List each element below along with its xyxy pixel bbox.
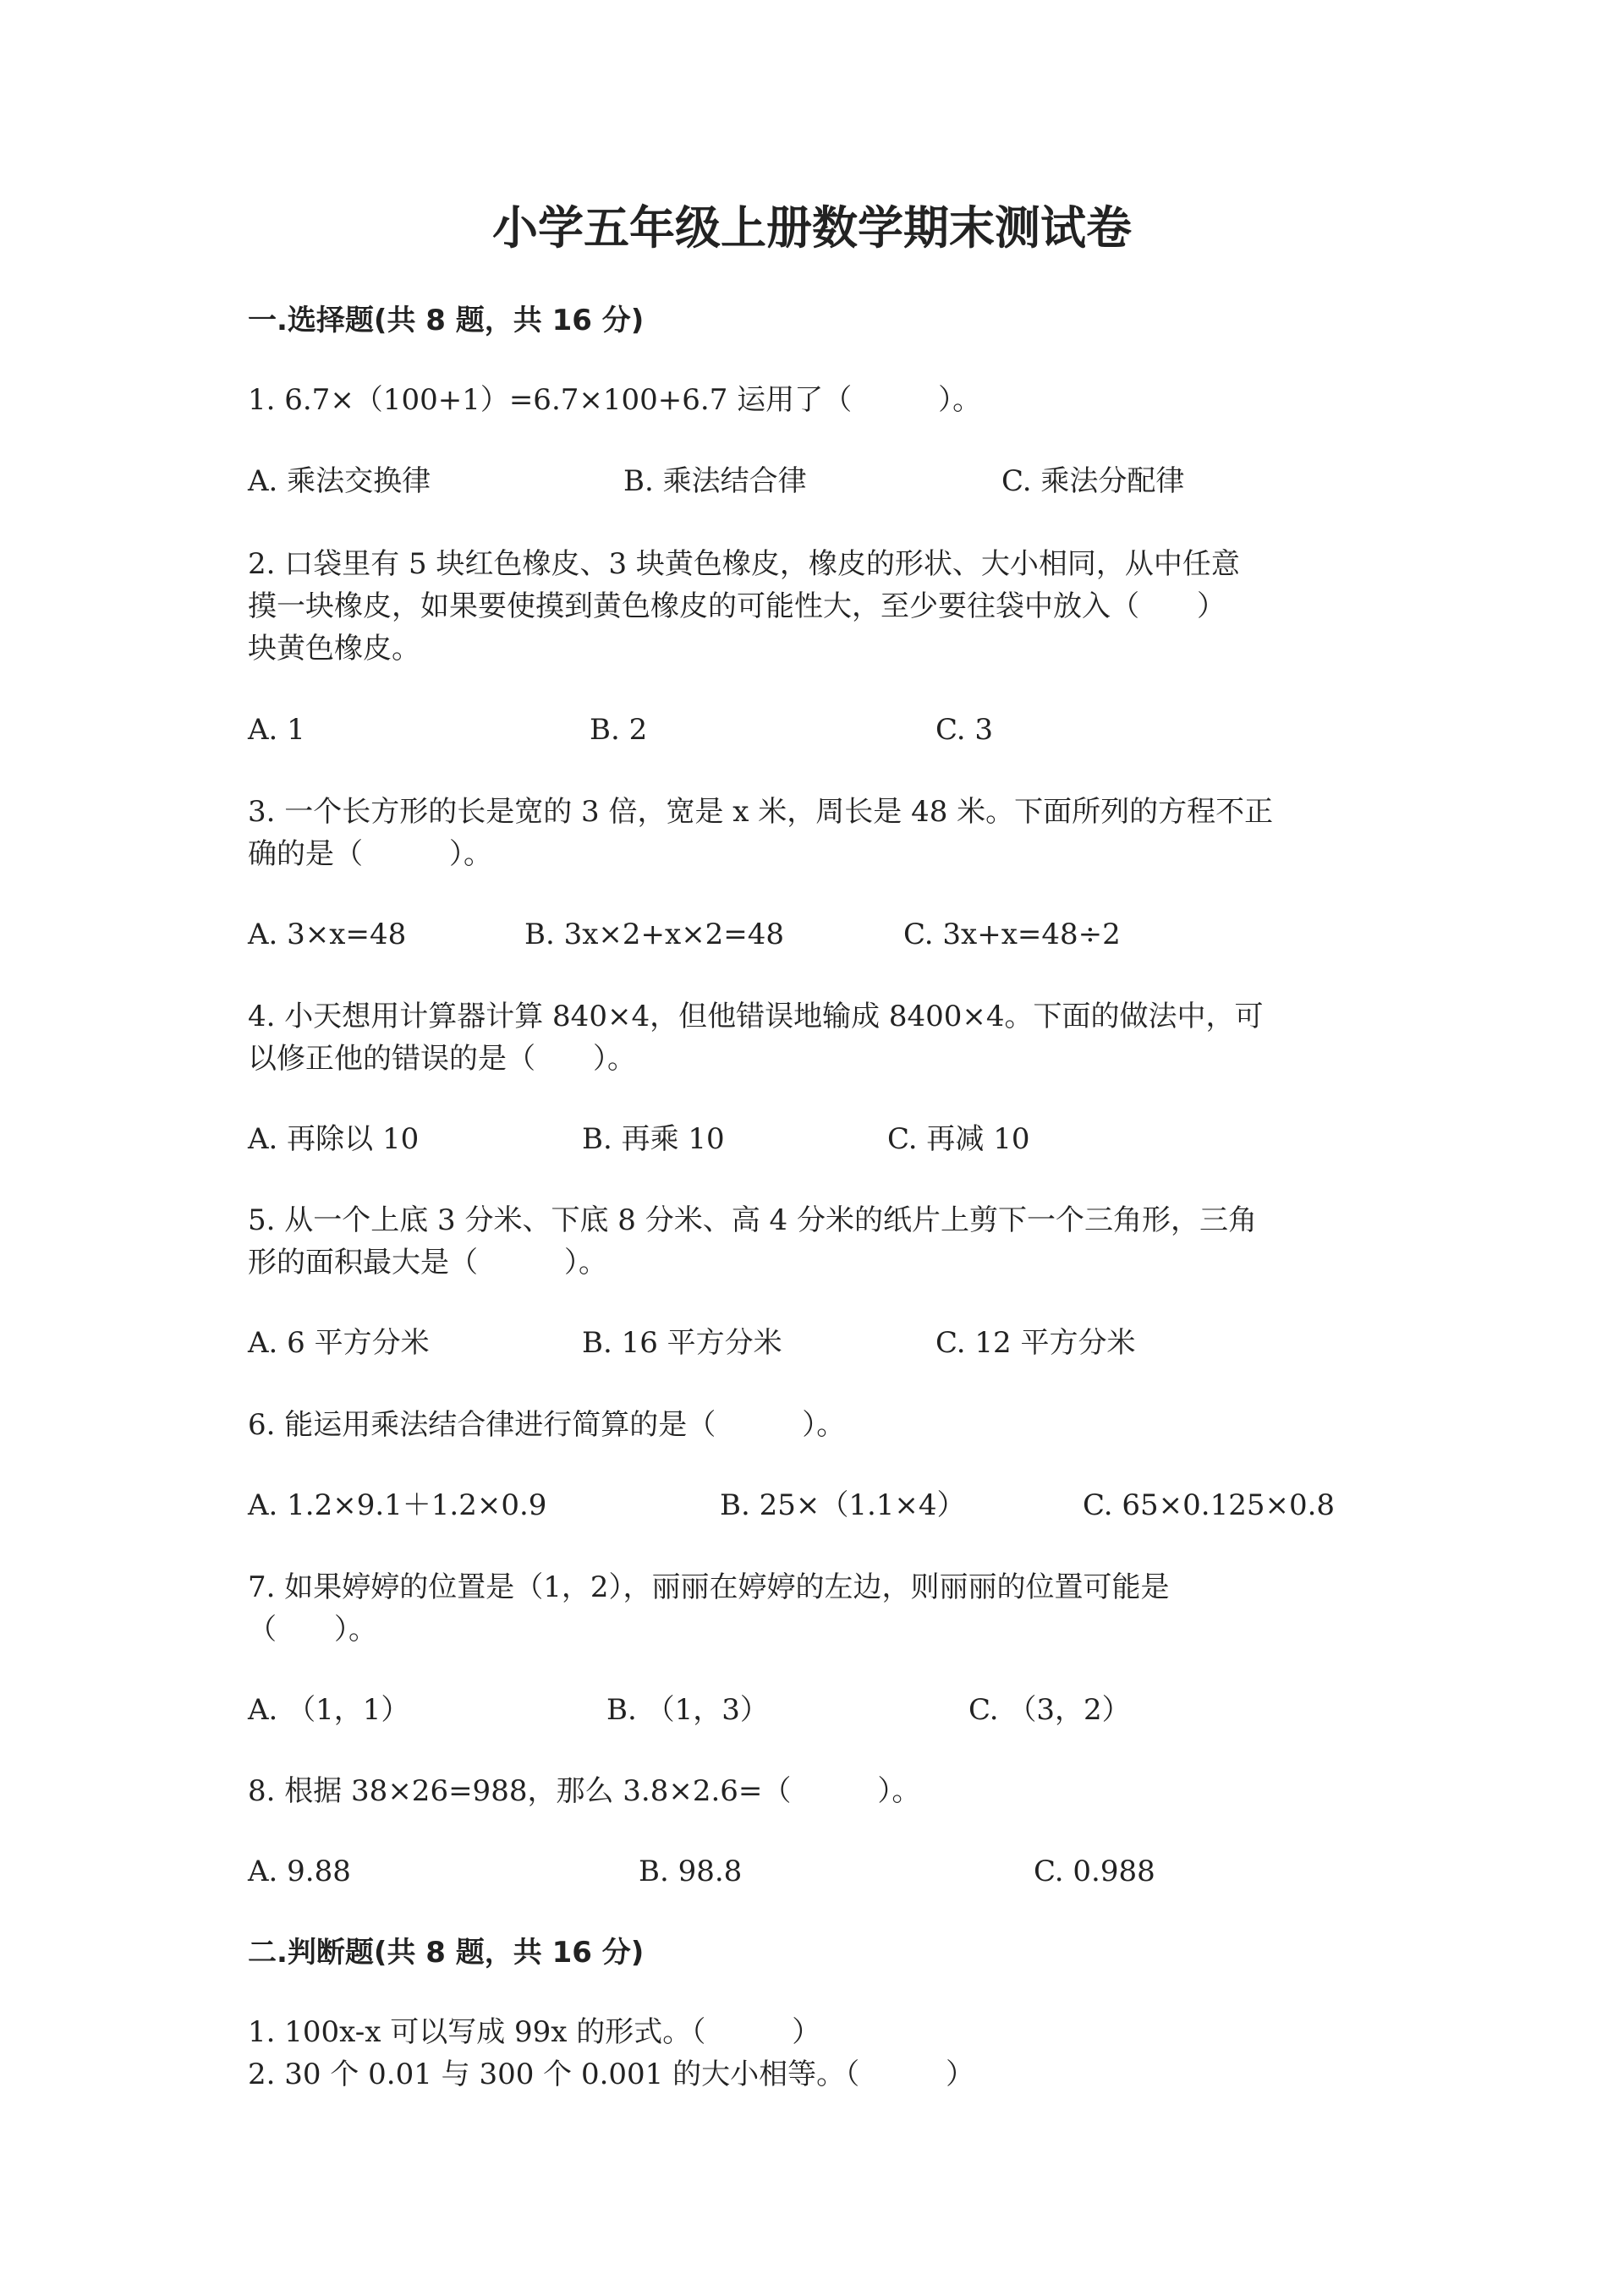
- option-c: C. 再减 10: [887, 1122, 1030, 1156]
- question-text: 确的是（ ）。: [248, 837, 492, 871]
- question-text: 3. 一个长方形的长是宽的 3 倍，宽是 x 米，周长是 48 米。下面所列的方程不正: [248, 795, 1274, 829]
- question-text: 以修正他的错误的是（ ）。: [248, 1042, 636, 1076]
- option-a: A. 1.2×9.1＋1.2×0.9: [248, 1488, 547, 1522]
- question: [248, 2011, 1398, 2053]
- question: [248, 995, 1398, 1080]
- option-c: C. 65×0.125×0.8: [1083, 1488, 1336, 1522]
- option-b: B. 2: [590, 713, 648, 747]
- question: [248, 543, 1398, 670]
- option-a: A. 1: [248, 713, 305, 747]
- question: [248, 2053, 1398, 2096]
- question: [248, 379, 1398, 421]
- option-c: C. （3，2）: [968, 1693, 1131, 1727]
- question-text: 1. 100x-x 可以写成 99x 的形式。（ ）: [248, 2015, 821, 2049]
- question-text: 8. 根据 38×26=988，那么 3.8×2.6=（ ）。: [248, 1774, 921, 1808]
- question-text: 形的面积最大是（ ）。: [248, 1246, 607, 1280]
- option-a: A. 6 平方分米: [248, 1326, 430, 1360]
- question-text: 5. 从一个上底 3 分米、下底 8 分米、高 4 分米的纸片上剪下一个三角形，三角: [248, 1203, 1257, 1237]
- option-b: B. （1，3）: [606, 1693, 769, 1727]
- option-c: C. 乘法分配律: [1001, 464, 1185, 498]
- question-text: 2. 口袋里有 5 块红色橡皮、3 块黄色橡皮，橡皮的形状、大小相同，从中任意: [248, 547, 1240, 581]
- option-a: A. 9.88: [248, 1855, 351, 1888]
- question-text: 4. 小天想用计算器计算 840×4，但他错误地输成 8400×4。下面的做法中，可: [248, 1000, 1264, 1033]
- question: [248, 1199, 1398, 1284]
- section-heading: 二.判断题(共 8 题，共 16 分): [248, 1936, 645, 1970]
- option-a: A. 3×x=48: [248, 918, 407, 951]
- question-text: 块黄色橡皮。: [248, 632, 420, 666]
- option-c: C. 3: [935, 713, 994, 747]
- option-c: C. 0.988: [1034, 1855, 1155, 1888]
- option-b: B. 98.8: [639, 1855, 743, 1888]
- option-b: B. 乘法结合律: [623, 464, 807, 498]
- section-heading: 一.选择题(共 8 题，共 16 分): [248, 304, 645, 337]
- question: [248, 791, 1398, 875]
- question: [248, 1404, 1398, 1446]
- option-b: B. 25×（1.1×4）: [720, 1488, 966, 1522]
- option-b: B. 再乘 10: [582, 1122, 725, 1156]
- question-text: （ ）。: [248, 1613, 377, 1647]
- option-a: A. 乘法交换律: [248, 464, 431, 498]
- question: [248, 1566, 1398, 1651]
- option-b: B. 3x×2+x×2=48: [524, 918, 785, 951]
- option-a: A. （1，1）: [248, 1693, 410, 1727]
- question-text: 1. 6.7×（100+1）=6.7×100+6.7 运用了（ ）。: [248, 383, 982, 417]
- option-a: A. 再除以 10: [248, 1122, 420, 1156]
- question-text: 6. 能运用乘法结合律进行简算的是（ ）。: [248, 1408, 846, 1442]
- option-c: C. 3x+x=48÷2: [903, 918, 1121, 951]
- question-text: 摸一块橡皮，如果要使摸到黄色橡皮的可能性大，至少要往袋中放入（ ）: [248, 589, 1226, 623]
- question-text: 2. 30 个 0.01 与 300 个 0.001 的大小相等。（ ）: [248, 2058, 975, 2091]
- page-title: 小学五年级上册数学期末测试卷: [492, 201, 1132, 255]
- question-text: 7. 如果婷婷的位置是（1，2），丽丽在婷婷的左边，则丽丽的位置可能是: [248, 1570, 1170, 1604]
- option-c: C. 12 平方分米: [935, 1326, 1136, 1360]
- option-b: B. 16 平方分米: [582, 1326, 782, 1360]
- question: [248, 1770, 1398, 1812]
